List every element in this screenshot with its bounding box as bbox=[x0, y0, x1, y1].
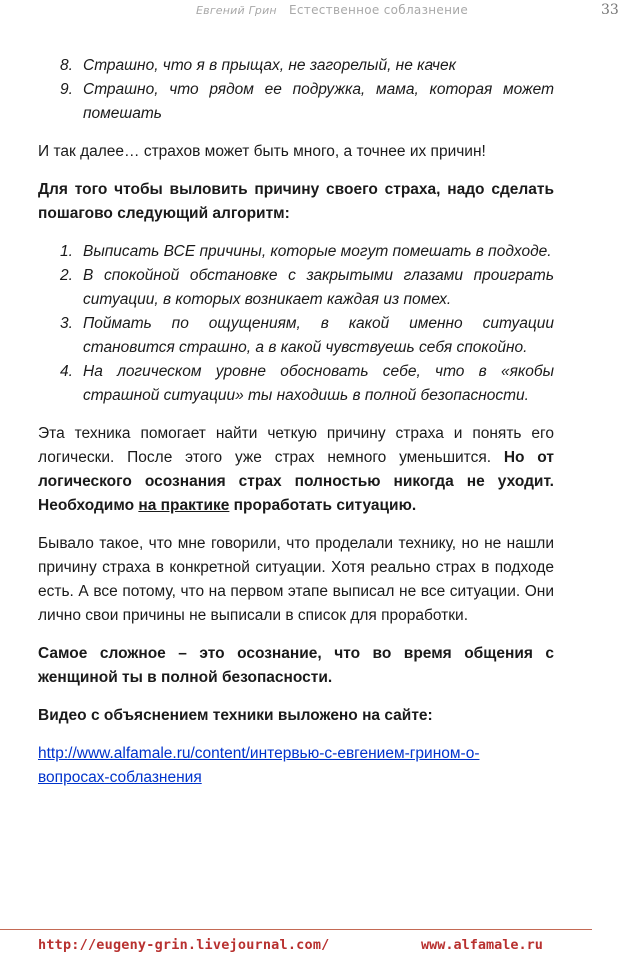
list-item bbox=[38, 54, 554, 78]
hardest-paragraph: Самое сложное – это осознание, что во время общения с женщиной ты в полной безопасности. bbox=[38, 645, 554, 686]
footer-alfamale-link[interactable]: www.alfamale.ru bbox=[421, 937, 543, 953]
video-link-line2[interactable]: вопросах-соблазнения bbox=[38, 769, 202, 786]
technique-bold-a: Но от логического осознания страх полностью никогда не уходит. Необходимо bbox=[38, 449, 554, 514]
list-item-number: 1. bbox=[60, 243, 73, 260]
list-item bbox=[38, 360, 554, 408]
list-item bbox=[38, 78, 554, 126]
header-book-title: Естественное соблазнение bbox=[289, 3, 469, 17]
technique-bold-underlined: на практике bbox=[138, 497, 230, 514]
list-item-text: На логическом уровне обосновать себе, что в «якобы страшной ситуации» ты находишь в полной безопасности. bbox=[83, 363, 554, 404]
list-item bbox=[38, 312, 554, 360]
technique-paragraph bbox=[38, 422, 554, 518]
video-paragraph: Видео с объяснением техники выложено на сайте: bbox=[38, 707, 433, 724]
list-item-number: 2. bbox=[60, 267, 73, 284]
footer-livejournal-link[interactable]: http://eugeny-grin.livejournal.com/ bbox=[38, 937, 330, 953]
list-item-text: Поймать по ощущениям, в какой именно ситуации становится страшно, а в какой чувствуешь себя спокойно. bbox=[83, 315, 554, 356]
page-header bbox=[0, 0, 620, 22]
page-number: 33 bbox=[601, 2, 619, 18]
list-item bbox=[38, 240, 554, 264]
video-link-line1[interactable]: http://www.alfamale.ru/content/интервью-с-евгением-грином-о- bbox=[38, 745, 480, 762]
list-item-number: 8. bbox=[60, 57, 73, 74]
list-item bbox=[38, 264, 554, 312]
story-paragraph: Бывало такое, что мне говорили, что проделали технику, но не нашли причину страха в конкретной ситуации. Хотя реально страх в подходе есть. А все потому, что на первом этапе выписал не все ситуации. Они лично свои причины не выписали в список для проработки. bbox=[38, 535, 554, 624]
list-item-number: 9. bbox=[60, 81, 73, 98]
list-item-text: Страшно, что рядом ее подружка, мама, которая может помешать bbox=[83, 81, 554, 122]
footer-divider bbox=[0, 929, 592, 930]
technique-bold-b: проработать ситуацию. bbox=[229, 497, 417, 514]
list-item-text: Выписать ВСЕ причины, которые могут помешать в подходе. bbox=[83, 243, 552, 260]
list-item-text: Страшно, что я в прыщах, не загорелый, не качек bbox=[83, 57, 456, 74]
video-link-block bbox=[38, 742, 554, 790]
header-author: Евгений Грин bbox=[196, 4, 277, 17]
algorithm-steps bbox=[38, 240, 554, 408]
page-body bbox=[38, 54, 554, 790]
fears-list bbox=[38, 54, 554, 126]
list-item-number: 3. bbox=[60, 315, 73, 332]
list-item-text: В спокойной обстановке с закрытыми глазами проиграть ситуации, в которых возникает каждая из помех. bbox=[83, 267, 554, 308]
paragraph-etc: И так далее… страхов может быть много, а точнее их причин! bbox=[38, 143, 486, 160]
algorithm-intro: Для того чтобы выловить причину своего страха, надо сделать пошагово следующий алгоритм: bbox=[38, 181, 554, 222]
list-item-number: 4. bbox=[60, 363, 73, 380]
technique-text: Эта техника помогает найти четкую причину страха и понять его логически. После этого уже страх немного уменьшится. bbox=[38, 425, 554, 466]
